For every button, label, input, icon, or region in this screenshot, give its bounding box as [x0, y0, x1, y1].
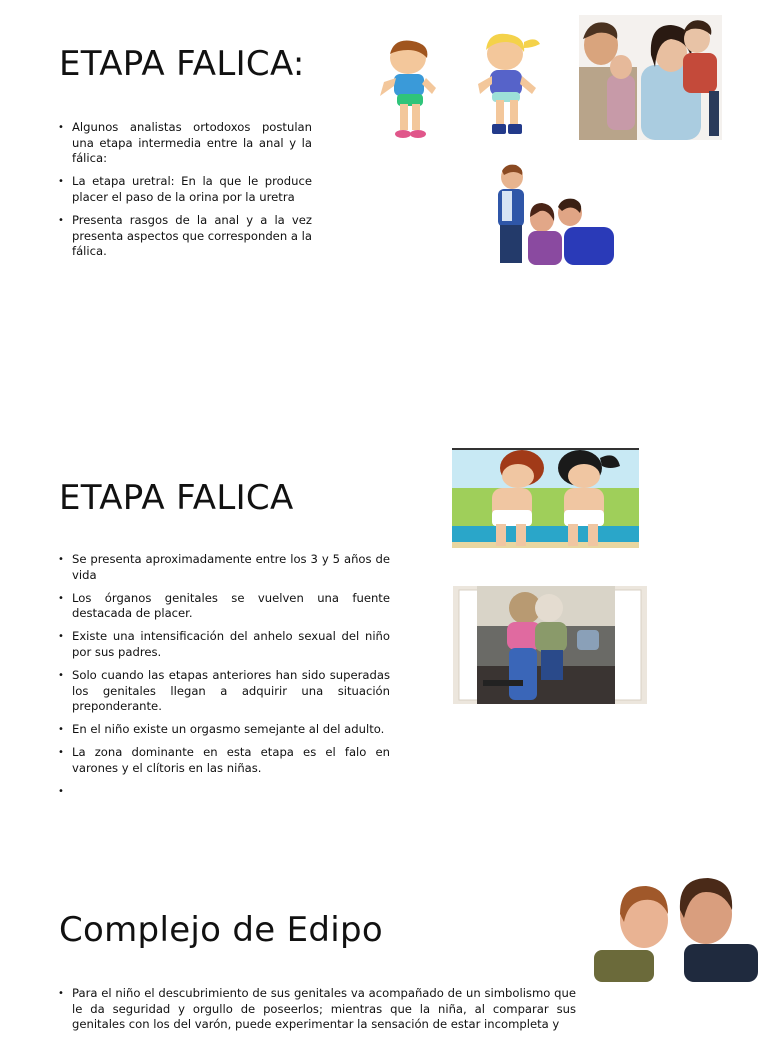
bullet-item: • La etapa uretral: En la que le produce placer el paso de la orina por la uretra: [58, 174, 312, 205]
bullet-item: • La zona dominante en esta etapa es el falo en varones y el clítoris en las niñas.: [58, 745, 390, 776]
father-son-photo: [594, 870, 758, 982]
bullet-item: • En el niño existe un orgasmo semejante al del adulto.: [58, 722, 390, 738]
bullet-item: • Algunos analistas ortodoxos postulan una etapa intermedia entre la anal y la fálica:: [58, 120, 312, 167]
cartoon-girl-image: [470, 28, 545, 140]
bullet-list: [58, 120, 312, 267]
bullet-item: • Existe una intensificación del anhelo sexual del niño por sus padres.: [58, 629, 390, 660]
bullet-item: • Se presenta aproximadamente entre los 3 y 5 años de vida: [58, 552, 390, 583]
slide-title: ETAPA FALICA:: [59, 44, 305, 84]
slide-3: [0, 860, 768, 1032]
slide-title: Complejo de Edipo: [59, 910, 383, 950]
parents-child-photo: [484, 163, 617, 265]
bullet-item: • Solo cuando las etapas anteriores han sido superadas los genitales llegan a adquirir una situación preponderante.: [58, 668, 390, 715]
children-hugging-photo: [453, 586, 647, 704]
bullet-list: [58, 552, 390, 807]
cartoon-boy-image: [370, 38, 440, 140]
bullet-item: • Los órganos genitales se vuelven una fuente destacada de placer.: [58, 591, 390, 622]
slide-2: [0, 430, 768, 850]
bullet-list: [58, 986, 576, 1040]
family-photo: [579, 15, 722, 140]
slide-title: ETAPA FALICA: [59, 478, 294, 518]
bullet-item: [58, 784, 390, 800]
cartoon-kids-image: [452, 448, 639, 548]
slide-1: [0, 0, 768, 300]
bullet-item: • Presenta rasgos de la anal y a la vez presenta aspectos que corresponden a la fálica.: [58, 213, 312, 260]
bullet-item: • Para el niño el descubrimiento de sus genitales va acompañado de un simbolismo que le da seguridad y orgullo de poseerlos; mientras que la niña, al comparar sus genitales con los del varón, puede experimentar la sensación de estar incompleta y: [58, 986, 576, 1033]
